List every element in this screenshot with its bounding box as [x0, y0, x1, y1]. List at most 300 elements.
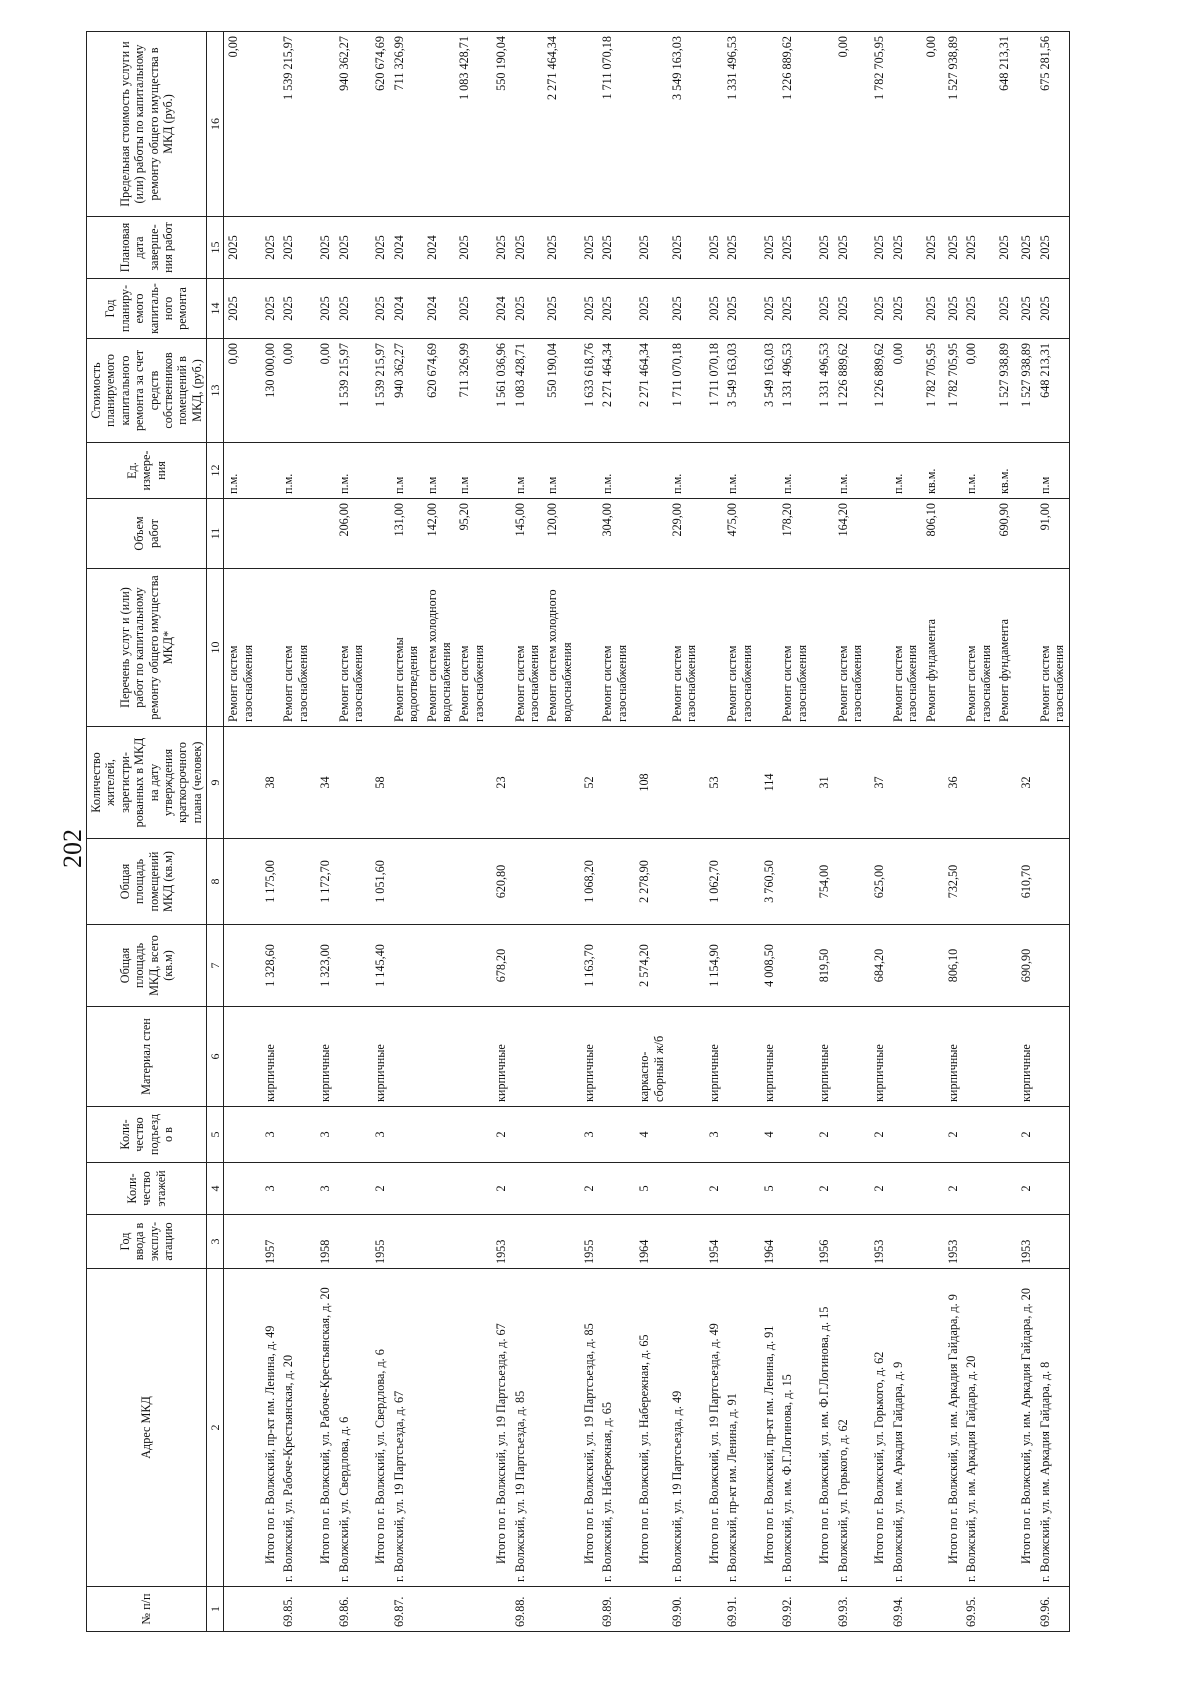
cell-num	[257, 1587, 279, 1632]
cell-wall	[778, 1007, 811, 1107]
cell-area-prem	[834, 839, 867, 925]
cell-floors	[224, 1163, 257, 1215]
cell-num	[631, 1587, 668, 1632]
table-row	[543, 32, 576, 1632]
cell-end-year: 2025	[598, 217, 631, 279]
cell-area	[778, 925, 811, 1007]
cell-year	[995, 1215, 1013, 1269]
cell-wall	[390, 1007, 423, 1107]
total-row	[1013, 32, 1035, 1632]
cell-work: Ремонт фундамента	[995, 569, 1013, 727]
cell-end-year: 2025	[723, 217, 756, 279]
cell-num: 69.94.	[889, 1587, 922, 1632]
cell-year	[889, 1215, 922, 1269]
table-row	[1036, 32, 1069, 1632]
cell-end-year: 2025	[455, 217, 488, 279]
cell-wall	[335, 1007, 368, 1107]
cell-limit: 1 539 215,97	[279, 32, 312, 217]
cell-area: 806,10	[940, 925, 962, 1007]
cell-plan-year: 2025	[756, 279, 778, 339]
cell-area	[511, 925, 544, 1007]
table-row	[224, 32, 257, 1632]
cell-volume	[279, 499, 312, 569]
cell-num: 69.85.	[279, 1587, 312, 1632]
cell-plan-year: 2025	[889, 279, 922, 339]
page-number: 202	[58, 829, 87, 868]
cell-floors: 2	[576, 1163, 598, 1215]
cell-area	[224, 925, 257, 1007]
cell-floors	[511, 1163, 544, 1215]
cell-end-year: 2025	[995, 217, 1013, 279]
cell-year: 1953	[866, 1215, 888, 1269]
cell-area	[279, 925, 312, 1007]
cell-entr: 2	[1013, 1107, 1035, 1163]
cell-area	[543, 925, 576, 1007]
cell-limit: 648 213,31	[995, 32, 1013, 217]
cell-num: 69.89.	[598, 1587, 631, 1632]
cell-cost: 1 633 618,76	[576, 339, 598, 443]
cell-residents	[279, 727, 312, 839]
cell-volume	[889, 499, 922, 569]
cell-area	[962, 925, 995, 1007]
cell-area: 684,20	[866, 925, 888, 1007]
cell-end-year: 2025	[940, 217, 962, 279]
cell-limit: 550 190,04	[488, 32, 510, 217]
cell-area-prem: 1 068,20	[576, 839, 598, 925]
cell-wall: кирпичные	[940, 1007, 962, 1107]
table-row	[455, 32, 488, 1632]
cell-unit	[576, 443, 598, 499]
cell-floors: 2	[866, 1163, 888, 1215]
cell-end-year: 2025	[257, 217, 279, 279]
cell-limit	[631, 32, 668, 217]
cell-wall	[962, 1007, 995, 1107]
cell-plan-year: 2025	[335, 279, 368, 339]
cell-entr	[543, 1107, 576, 1163]
cell-area-prem: 1 172,70	[312, 839, 334, 925]
column-header: Перечень услуг и (или) работ по капитальному ремонту общего имущества МКД*	[87, 569, 207, 727]
cell-area-prem: 1 051,60	[367, 839, 389, 925]
cell-unit: п.м.	[598, 443, 631, 499]
cell-plan-year: 2025	[668, 279, 701, 339]
cell-unit: п.м	[423, 443, 456, 499]
cell-limit: 620 674,69	[367, 32, 389, 217]
cell-num: 69.86.	[335, 1587, 368, 1632]
cell-volume: 304,00	[598, 499, 631, 569]
cell-work: Ремонт систем газоснабжения	[1036, 569, 1069, 727]
cell-end-year: 2025	[811, 217, 833, 279]
cell-unit: кв.м.	[922, 443, 940, 499]
column-header: Коли- чество подъездо в	[87, 1107, 207, 1163]
cell-entr	[889, 1107, 922, 1163]
cell-plan-year: 2025	[723, 279, 756, 339]
cell-addr: г. Волжский, ул. им. Аркадия Гайдара, д. 20	[962, 1269, 995, 1587]
cell-year: 1953	[940, 1215, 962, 1269]
cell-unit: п.м.	[279, 443, 312, 499]
cell-cost: 1 539 215,97	[335, 339, 368, 443]
cell-end-year: 2025	[668, 217, 701, 279]
cell-work	[312, 569, 334, 727]
cell-area-prem	[962, 839, 995, 925]
cell-cost: 1 782 705,95	[922, 339, 940, 443]
cell-unit	[701, 443, 723, 499]
cell-wall	[511, 1007, 544, 1107]
cell-addr: г. Волжский, ул. Рабоче-Крестьянская, д. 20	[279, 1269, 312, 1587]
cell-cost: 3 549 163,03	[756, 339, 778, 443]
cell-limit	[701, 32, 723, 217]
column-header: Коли- чество этажей	[87, 1163, 207, 1215]
cell-floors	[668, 1163, 701, 1215]
cell-end-year: 2025	[335, 217, 368, 279]
cell-unit: п.м	[543, 443, 576, 499]
table-row	[511, 32, 544, 1632]
cell-area	[995, 925, 1013, 1007]
cell-limit: 1 226 889,62	[778, 32, 811, 217]
cell-area	[390, 925, 423, 1007]
cell-floors	[889, 1163, 922, 1215]
cell-addr: г. Волжский, ул. 19 Партсъезда, д. 67	[390, 1269, 423, 1587]
cell-num	[312, 1587, 334, 1632]
cell-addr: г. Волжский, ул. им. Аркадия Гайдара, д. 9	[889, 1269, 922, 1587]
cell-residents	[834, 727, 867, 839]
cell-cost: 711 326,99	[455, 339, 488, 443]
cell-addr: Итого по г. Волжский, пр-кт им. Ленина, д. 91	[756, 1269, 778, 1587]
cell-num: 69.91.	[723, 1587, 756, 1632]
cell-addr: г. Волжский, ул. Горького, д. 62	[834, 1269, 867, 1587]
cell-num	[423, 1587, 456, 1632]
cell-unit: кв.м.	[995, 443, 1013, 499]
cell-volume: 145,00	[511, 499, 544, 569]
cell-work: Ремонт систем газоснабжения	[778, 569, 811, 727]
cell-volume: 229,00	[668, 499, 701, 569]
column-number: 10	[207, 569, 224, 727]
cell-cost: 1 226 889,62	[834, 339, 867, 443]
cell-floors	[279, 1163, 312, 1215]
cell-wall: кирпичные	[576, 1007, 598, 1107]
cell-plan-year: 2025	[511, 279, 544, 339]
cell-entr: 3	[367, 1107, 389, 1163]
cell-floors: 2	[811, 1163, 833, 1215]
repair-plan-table	[86, 31, 1070, 1632]
column-number: 9	[207, 727, 224, 839]
column-header: Адрес МКД	[87, 1269, 207, 1587]
cell-area	[335, 925, 368, 1007]
cell-area	[455, 925, 488, 1007]
cell-residents: 53	[701, 727, 723, 839]
cell-volume: 178,20	[778, 499, 811, 569]
cell-addr: Итого по г. Волжский, ул. Набережная, д. 65	[631, 1269, 668, 1587]
cell-area-prem	[543, 839, 576, 925]
cell-year	[834, 1215, 867, 1269]
table-row	[995, 32, 1013, 1632]
cell-area-prem	[668, 839, 701, 925]
cell-unit: п.м	[1036, 443, 1069, 499]
cell-work: Ремонт систем газоснабжения	[335, 569, 368, 727]
cell-residents	[455, 727, 488, 839]
cell-area: 4 008,50	[756, 925, 778, 1007]
cell-year	[778, 1215, 811, 1269]
cell-addr	[543, 1269, 576, 1587]
cell-addr: г. Волжский, ул. Свердлова, д. 6	[335, 1269, 368, 1587]
cell-plan-year: 2025	[279, 279, 312, 339]
cell-cost: 1 711 070,18	[668, 339, 701, 443]
cell-floors: 2	[367, 1163, 389, 1215]
column-number: 11	[207, 499, 224, 569]
cell-wall	[543, 1007, 576, 1107]
cell-limit: 675 281,56	[1036, 32, 1069, 217]
cell-entr	[922, 1107, 940, 1163]
cell-limit	[312, 32, 334, 217]
cell-area	[723, 925, 756, 1007]
cell-cost: 2 271 464,34	[598, 339, 631, 443]
table-row	[279, 32, 312, 1632]
cell-residents: 108	[631, 727, 668, 839]
cell-floors	[335, 1163, 368, 1215]
table-row	[723, 32, 756, 1632]
cell-addr	[423, 1269, 456, 1587]
cell-area: 690,90	[1013, 925, 1035, 1007]
cell-wall	[995, 1007, 1013, 1107]
cell-cost: 3 549 163,03	[723, 339, 756, 443]
cell-volume	[866, 499, 888, 569]
cell-volume: 806,10	[922, 499, 940, 569]
cell-year: 1964	[756, 1215, 778, 1269]
cell-area-prem	[1036, 839, 1069, 925]
cell-year	[668, 1215, 701, 1269]
cell-limit	[423, 32, 456, 217]
cell-addr: Итого по г. Волжский, ул. 19 Партсъезда, д. 67	[488, 1269, 510, 1587]
column-header: Общая площадь МКД, всего (кв.м)	[87, 925, 207, 1007]
cell-limit: 1 083 428,71	[455, 32, 488, 217]
cell-cost: 0,00	[224, 339, 257, 443]
cell-entr: 2	[811, 1107, 833, 1163]
cell-floors: 2	[488, 1163, 510, 1215]
cell-work: Ремонт систем газоснабжения	[598, 569, 631, 727]
cell-limit: 0,00	[224, 32, 257, 217]
cell-unit	[756, 443, 778, 499]
cell-area-prem	[889, 839, 922, 925]
cell-cost: 1 782 705,95	[940, 339, 962, 443]
cell-wall: кирпичные	[488, 1007, 510, 1107]
cell-wall: кирпичные	[312, 1007, 334, 1107]
cell-plan-year: 2025	[631, 279, 668, 339]
cell-entr	[423, 1107, 456, 1163]
column-number: 15	[207, 217, 224, 279]
cell-wall	[455, 1007, 488, 1107]
cell-wall: кирпичные	[866, 1007, 888, 1107]
cell-volume: 91,00	[1036, 499, 1069, 569]
cell-year	[962, 1215, 995, 1269]
cell-year	[455, 1215, 488, 1269]
cell-end-year: 2025	[922, 217, 940, 279]
cell-area	[668, 925, 701, 1007]
cell-work: Ремонт систем газоснабжения	[962, 569, 995, 727]
cell-end-year: 2025	[279, 217, 312, 279]
cell-plan-year: 2025	[995, 279, 1013, 339]
cell-num: 69.95.	[962, 1587, 995, 1632]
cell-cost: 940 362,27	[390, 339, 423, 443]
cell-entr	[598, 1107, 631, 1163]
cell-limit	[257, 32, 279, 217]
total-row	[367, 32, 389, 1632]
cell-volume	[701, 499, 723, 569]
cell-plan-year: 2025	[866, 279, 888, 339]
total-row	[701, 32, 723, 1632]
cell-num	[922, 1587, 940, 1632]
cell-entr: 3	[312, 1107, 334, 1163]
cell-year: 1955	[367, 1215, 389, 1269]
cell-work	[756, 569, 778, 727]
cell-residents: 34	[312, 727, 334, 839]
table-row	[962, 32, 995, 1632]
cell-num	[576, 1587, 598, 1632]
cell-plan-year: 2025	[701, 279, 723, 339]
cell-wall	[668, 1007, 701, 1107]
total-row	[576, 32, 598, 1632]
cell-unit: п.м.	[778, 443, 811, 499]
cell-unit: п.м.	[834, 443, 867, 499]
cell-work	[811, 569, 833, 727]
cell-addr: г. Волжский, пр-кт им. Ленина, д. 91	[723, 1269, 756, 1587]
cell-floors	[390, 1163, 423, 1215]
cell-end-year: 2025	[778, 217, 811, 279]
cell-unit: п.м	[511, 443, 544, 499]
cell-limit	[576, 32, 598, 217]
cell-limit: 0,00	[834, 32, 867, 217]
column-number-row	[207, 32, 224, 1632]
cell-volume	[962, 499, 995, 569]
cell-residents	[390, 727, 423, 839]
cell-limit: 940 362,27	[335, 32, 368, 217]
cell-num	[543, 1587, 576, 1632]
cell-area-prem: 732,50	[940, 839, 962, 925]
cell-area-prem: 620,80	[488, 839, 510, 925]
total-row	[756, 32, 778, 1632]
cell-residents	[224, 727, 257, 839]
total-row	[631, 32, 668, 1632]
cell-limit: 1 527 938,89	[940, 32, 962, 217]
cell-unit: п.м	[390, 443, 423, 499]
cell-residents	[723, 727, 756, 839]
cell-plan-year: 2025	[922, 279, 940, 339]
cell-cost: 1 226 889,62	[866, 339, 888, 443]
cell-plan-year: 2024	[390, 279, 423, 339]
column-header: Ед. измере- ния	[87, 443, 207, 499]
cell-entr	[224, 1107, 257, 1163]
cell-area: 1 323,00	[312, 925, 334, 1007]
cell-year	[922, 1215, 940, 1269]
cell-cost: 2 271 464,34	[631, 339, 668, 443]
cell-limit	[756, 32, 778, 217]
cell-volume: 690,90	[995, 499, 1013, 569]
cell-plan-year: 2025	[312, 279, 334, 339]
table-row	[423, 32, 456, 1632]
cell-addr: г. Волжский, ул. им. Ф.Г.Логинова, д. 15	[778, 1269, 811, 1587]
cell-addr: Итого по г. Волжский, пр-кт им. Ленина, д. 49	[257, 1269, 279, 1587]
table-row	[668, 32, 701, 1632]
cell-cost: 1 331 496,53	[778, 339, 811, 443]
cell-work: Ремонт систем газоснабжения	[834, 569, 867, 727]
cell-volume: 164,20	[834, 499, 867, 569]
cell-area-prem: 2 278,90	[631, 839, 668, 925]
cell-volume	[488, 499, 510, 569]
cell-wall	[1036, 1007, 1069, 1107]
column-number: 4	[207, 1163, 224, 1215]
column-number: 3	[207, 1215, 224, 1269]
cell-wall: кирпичные	[1013, 1007, 1035, 1107]
cell-addr: Итого по г. Волжский, ул. им. Ф.Г.Логинова, д. 15	[811, 1269, 833, 1587]
cell-year	[224, 1215, 257, 1269]
cell-area-prem: 610,70	[1013, 839, 1035, 925]
cell-cost: 648 213,31	[1036, 339, 1069, 443]
cell-end-year: 2025	[701, 217, 723, 279]
cell-wall: каркасно-сборный ж/б	[631, 1007, 668, 1107]
cell-work: Ремонт систем газоснабжения	[455, 569, 488, 727]
table-row	[922, 32, 940, 1632]
cell-entr	[723, 1107, 756, 1163]
cell-num	[811, 1587, 833, 1632]
cell-end-year: 2025	[511, 217, 544, 279]
cell-floors	[995, 1163, 1013, 1215]
cell-end-year: 2025	[834, 217, 867, 279]
cell-num: 69.96.	[1036, 1587, 1069, 1632]
cell-year	[279, 1215, 312, 1269]
cell-entr	[390, 1107, 423, 1163]
cell-limit: 1 331 496,53	[723, 32, 756, 217]
table-row	[335, 32, 368, 1632]
cell-entr: 3	[257, 1107, 279, 1163]
cell-end-year: 2024	[390, 217, 423, 279]
table-row	[834, 32, 867, 1632]
cell-entr	[995, 1107, 1013, 1163]
cell-volume	[257, 499, 279, 569]
cell-cost: 0,00	[312, 339, 334, 443]
cell-floors	[962, 1163, 995, 1215]
table-body	[224, 32, 1069, 1632]
cell-residents: 58	[367, 727, 389, 839]
cell-volume	[576, 499, 598, 569]
cell-residents	[1036, 727, 1069, 839]
cell-addr: г. Волжский, ул. 19 Партсъезда, д. 49	[668, 1269, 701, 1587]
table-row	[390, 32, 423, 1632]
column-number: 16	[207, 32, 224, 217]
cell-year: 1953	[488, 1215, 510, 1269]
cell-entr: 4	[631, 1107, 668, 1163]
cell-area-prem	[455, 839, 488, 925]
cell-plan-year: 2025	[962, 279, 995, 339]
cell-area	[834, 925, 867, 1007]
cell-num: 69.87.	[390, 1587, 423, 1632]
cell-wall	[423, 1007, 456, 1107]
cell-num	[488, 1587, 510, 1632]
cell-unit	[488, 443, 510, 499]
cell-residents	[778, 727, 811, 839]
cell-entr	[668, 1107, 701, 1163]
cell-plan-year: 2025	[576, 279, 598, 339]
cell-area-prem: 1 062,70	[701, 839, 723, 925]
cell-limit: 2 271 464,34	[543, 32, 576, 217]
cell-area	[922, 925, 940, 1007]
cell-plan-year: 2025	[598, 279, 631, 339]
cell-residents: 52	[576, 727, 598, 839]
cell-plan-year: 2025	[1013, 279, 1035, 339]
cell-volume: 475,00	[723, 499, 756, 569]
cell-wall: кирпичные	[367, 1007, 389, 1107]
cell-area: 1 145,40	[367, 925, 389, 1007]
cell-work: Ремонт систем газоснабжения	[511, 569, 544, 727]
cell-plan-year: 2025	[1036, 279, 1069, 339]
cell-floors: 2	[701, 1163, 723, 1215]
